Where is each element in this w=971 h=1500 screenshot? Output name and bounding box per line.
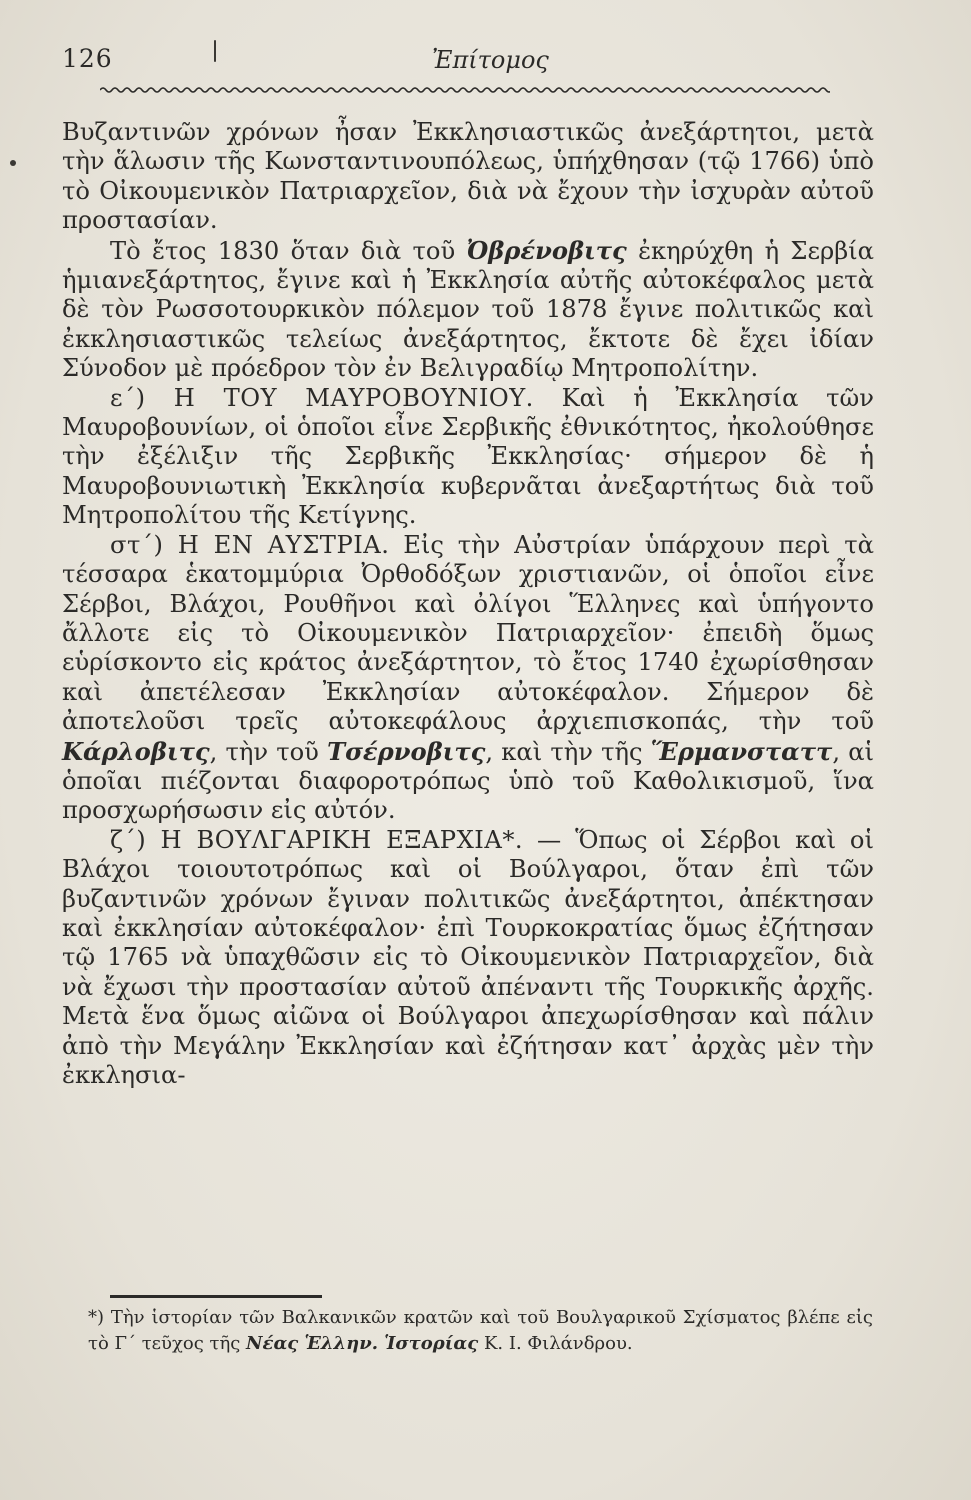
footnote-rule — [110, 1295, 322, 1298]
ink-speck — [10, 160, 16, 166]
section-heading-austria: στ΄) Η ΕΝ ΑΥΣΤΡΙΑ. — [110, 530, 390, 559]
wavy-rule-divider — [100, 83, 830, 97]
ink-speck — [214, 40, 216, 62]
page-number: 126 — [62, 44, 113, 73]
main-text — [62, 118, 874, 1090]
paragraph-bulgarian-exarchate: ζ΄) Η ΒΟΥΛΓΑΡΙΚΗ ΕΞΑΡΧΙΑ*. — Ὅπως οἱ Σέρβοι καὶ οἱ Βλάχοι τοιουτοτρόπως καὶ οἱ Βούλγαροι, ὅταν ἐπὶ τῶν βυζαντινῶν χρόνων ἔγιναν πολιτικῶς ἀνεξάρτητοι, ἀπέκτησαν καὶ ἐκκλησίαν αὐτοκέφαλον· ἐπὶ Τουρκοκρατίας ὅμως ἐζήτησαν τῷ 1765 νὰ ὑπαχθῶσιν εἰς τὸ Οἰκουμενικὸν Πατριαρχεῖον, διὰ νὰ ἔχωσι τὴν προστασίαν αὐτοῦ ἀπέναντι τῆς Τουρκικῆς ἀρχῆς. Μετὰ ἕνα ὅμως αἰῶνα οἱ Βούλγαροι ἀπεχωρίσθησαν καὶ πάλιν ἀπὸ τὴν Μεγάλην Ἐκκλησίαν καὶ ἐζήτησαν κατ᾽ ἀρχὰς μὲν τὴν ἐκκλησια- — [62, 825, 874, 1089]
footnote: *) Τὴν ἱστορίαν τῶν Βαλκανικῶν κρατῶν καὶ τοῦ Βουλγαρικοῦ Σχίσματος βλέπε εἰς τὸ Γ΄ τεῦχος τῆς Νέας Ἑλλην. Ἱστορίας Κ. Ι. Φιλάνδρου. — [88, 1307, 873, 1354]
paragraph-serbia-1830: Τὸ ἔτος 1830 ὅταν διὰ τοῦ Ὀβρένοβιτς ἐκηρύχθη ἡ Σερβία ἡμιανεξάρτητος, ἔγινε καὶ ἡ Ἐκκλησία αὐτῆς αὐτοκέφαλος μετὰ δὲ τὸν Ρωσσοτουρκικὸν πόλεμον τοῦ 1878 ἔγινε πολιτικῶς καὶ ἐκκλησιαστικῶς τελείως ἀνεξάρτητος, ἔκτοτε δὲ ἔχει ἰδίαν Σύνοδον μὲ πρόεδρον τὸν ἐν Βελιγραδίῳ Μητροπολίτην. — [62, 235, 875, 383]
page-header — [62, 44, 862, 84]
section-heading-montenegro: ε΄) Η ΤΟΥ ΜΑΥΡΟΒΟΥΝΙΟΥ. — [110, 383, 534, 412]
paragraph-serbia-end: Βυζαντινῶν χρόνων ἦσαν Ἐκκλησιαστικῶς ἀνεξάρτητοι, μετὰ τὴν ἅλωσιν τῆς Κωνσταντινουπόλεως, ὑπήχθησαν (τῷ 1766) ὑπὸ τὸ Οἰκουμενικὸν Πατριαρχεῖον, διὰ νὰ ἔχουν τὴν ἰσχυρὰν αὐτοῦ προστασίαν. — [62, 118, 874, 235]
running-title: Ἐπίτομος — [432, 46, 549, 74]
paragraph-austria: στ΄) Η ΕΝ ΑΥΣΤΡΙΑ. Εἰς τὴν Αὐστρίαν ὑπάρχουν περὶ τὰ τέσσαρα ἑκατομμύρια Ὀρθοδόξων χριστιανῶν, οἱ ὁποῖοι εἶνε Σέρβοι, Βλάχοι, Ρουθῆνοι καὶ ὀλίγοι Ἕλληνες καὶ ὑπήγοντο ἄλλοτε εἰς τὸ Οἰκουμενικὸν Πατριαρχεῖον· ἐπειδὴ ὅμως εὑρίσκοντο εἰς κράτος ἀνεξάρτητον, τὸ ἔτος 1740 ἐχωρίσθησαν καὶ ἀπετέλεσαν Ἐκκλησίαν αὐτοκέφαλον. Σήμερον δὲ ἀποτελοῦσι τρεῖς αὐτοκεφάλους ἀρχιεπισκοπάς, τὴν τοῦ Κάρλοβιτς, τὴν τοῦ Τσέρνοβιτς, καὶ τὴν τῆς Ἕρμανσταττ, αἱ ὁποῖαι πιέζονται διαφοροτρόπως ὑπὸ τοῦ Καθολικισμοῦ, ἵνα προσχωρήσωσιν εἰς αὐτόν. — [62, 530, 875, 825]
paragraph-montenegro: ε΄) Η ΤΟΥ ΜΑΥΡΟΒΟΥΝΙΟΥ. Καὶ ἡ Ἐκκλησία τῶν Μαυροβουνίων, οἱ ὁποῖοι εἶνε Σερβικῆς ἐθνικότητος, ἠκολούθησε τὴν ἐξέλιξιν τῆς Σερβικῆς Ἐκκλησίας· σήμερον δὲ ἡ Μαυροβουνιωτικὴ Ἐκκλησία κυβερνᾶται ἀνεξαρτήτως διὰ τοῦ Μητροπολίτου τῆς Κετίγνης. — [62, 383, 874, 530]
section-heading-bulgaria: ζ΄) Η ΒΟΥΛΓΑΡΙΚΗ ΕΞΑΡΧΙΑ*. — [110, 825, 524, 854]
